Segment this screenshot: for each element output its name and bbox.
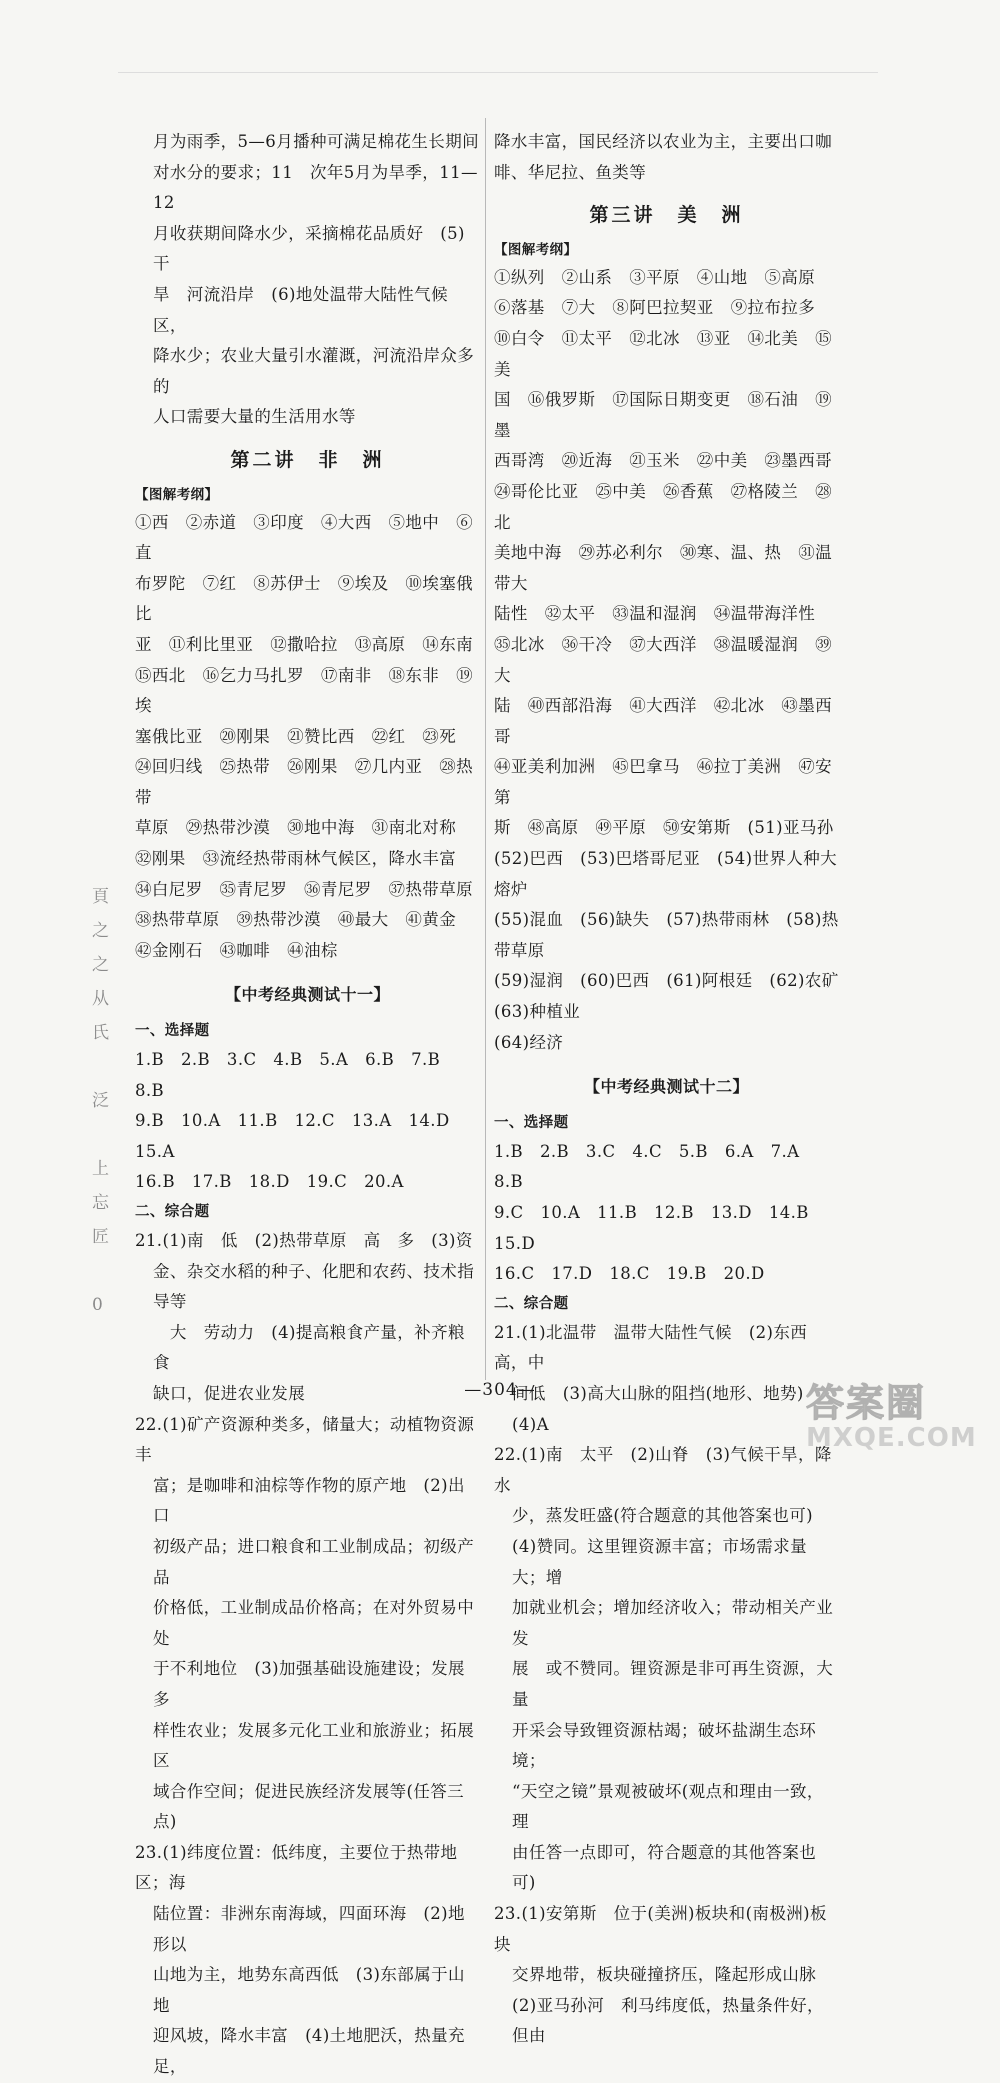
text-line: 23.(1)纬度位置：低纬度，主要位于热带地区；海 bbox=[135, 1842, 458, 1893]
text-line: 降水少；农业大量引水灌溉，河流沿岸众多的 bbox=[153, 346, 475, 396]
text-line: 21.(1)北温带 温带大陆性气候 (2)东西高，中 bbox=[494, 1322, 808, 1373]
site-watermark bbox=[806, 1372, 976, 1462]
text-line: 16.B 17.B 18.D 19.C 20.A bbox=[135, 1172, 404, 1192]
lecture-title-americas: 第三讲 美 洲 bbox=[589, 204, 744, 227]
text-line: 啡、华尼拉、鱼类等 bbox=[494, 162, 647, 182]
gutter-mark bbox=[92, 1050, 116, 1084]
text-line: 塞俄比亚 ⑳刚果 ㉑赞比西 ㉒红 ㉓死 bbox=[135, 726, 457, 746]
text-line: 美地中海 ㉙苏必利尔 ㉚寒、温、热 ㉛温带大 bbox=[494, 543, 832, 593]
gutter-mark: 上 bbox=[92, 1159, 109, 1179]
text-line: (2)亚马孙河 利马纬度低，热量条件好，但由 bbox=[512, 1995, 824, 2046]
text-line: 金、杂交水稻的种子、化肥和农药、技术指导等 bbox=[153, 1261, 475, 1312]
text-line: 草原 ㉙热带沙漠 ㉚地中海 ㉛南北对称 bbox=[135, 818, 457, 838]
text-line: 旱 河流沿岸 (6)地处温带大陆性气候区， bbox=[153, 284, 448, 335]
outline-tag: 【图解考纲】 bbox=[494, 241, 578, 258]
question-22 bbox=[135, 1410, 480, 1838]
text-line: 陆位置：非洲东南海域，四面环海 (2)地形以 bbox=[153, 1904, 465, 1954]
text-line: 开采会导致锂资源枯竭；破坏盐湖生态环境； bbox=[512, 1720, 817, 1771]
text-line: ㉔回归线 ㉕热带 ㉖刚果 ㉗几内亚 ㉘热带 bbox=[135, 757, 473, 807]
text-line: 陆性 ㉜太平 ㉝温和湿润 ㉞温带海洋性 bbox=[494, 604, 816, 624]
watermark-logo-text: 答案圈 bbox=[806, 1381, 927, 1425]
text-line: 对水分的要求；11 次年5月为旱季，11—12 bbox=[153, 162, 478, 213]
text-line: 21.(1)南 低 (2)热带草原 高 多 (3)资 bbox=[135, 1231, 473, 1250]
question-22 bbox=[494, 1440, 839, 1899]
text-line: ㉜刚果 ㉝流经热带雨林气候区，降水丰富 bbox=[135, 849, 457, 869]
section-comprehensive: 二、综合题 bbox=[494, 1295, 569, 1312]
text-line: 月为雨季，5—6月播种可满足棉花生长期间 bbox=[153, 132, 479, 151]
watermark-url: MXQE.COM bbox=[806, 1423, 977, 1453]
text-line: (59)湿润 (60)巴西 (61)阿根廷 (62)农矿 (63)种植业 bbox=[494, 971, 856, 1022]
continued-answer-text bbox=[135, 127, 480, 433]
section-comprehensive: 二、综合题 bbox=[135, 1204, 210, 1220]
text-line: ①西 ②赤道 ③印度 ④大西 ⑤地中 ⑥直 bbox=[135, 512, 473, 563]
text-line: (64)经济 bbox=[494, 1032, 564, 1052]
text-line: (4)赞同。这里锂资源丰富；市场需求量大；增 bbox=[512, 1536, 807, 1587]
text-line: 于不利地位 (3)加强基础设施建设；发展多 bbox=[153, 1659, 465, 1709]
text-line: ㊳热带草原 ㊴热带沙漠 ㊵最大 ㊶黄金 bbox=[135, 910, 457, 930]
gutter-mark: 泛 bbox=[92, 1091, 109, 1111]
text-line: 西哥湾 ⑳近海 ㉑玉米 ㉒中美 ㉓墨西哥 bbox=[494, 451, 832, 471]
gutter-mark bbox=[92, 1118, 116, 1152]
continued-answer-text bbox=[494, 127, 839, 188]
text-line: 迎风坡，降水丰富 (4)土地肥沃，热量充足， bbox=[153, 2026, 465, 2077]
test-title-11: 【中考经典测试十一】 bbox=[224, 985, 390, 1005]
choice-answers bbox=[135, 1045, 480, 1198]
text-line: ①纵列 ②山系 ③平原 ④山地 ⑤高原 bbox=[494, 267, 816, 287]
text-line: (52)巴西 (53)巴塔哥尼亚 (54)世界人种大熔炉 bbox=[494, 849, 838, 899]
text-line: 富；是咖啡和油棕等作物的原产地 (2)出口 bbox=[153, 1475, 465, 1526]
outline-tag: 【图解考纲】 bbox=[135, 486, 219, 503]
outline-answers bbox=[135, 508, 480, 967]
text-line: 初级产品；进口粮食和工业制成品；初级产品 bbox=[153, 1536, 475, 1587]
gutter-mark bbox=[92, 1254, 116, 1288]
text-line: (4)A bbox=[512, 1414, 549, 1434]
text-line: 9.C 10.A 11.B 12.B 13.D 14.B 15.D bbox=[494, 1203, 826, 1253]
text-line: ⑮西北 ⑯乞力马扎罗 ⑰南非 ⑱东非 ⑲埃 bbox=[135, 665, 473, 716]
text-line: 交界地带，板块碰撞挤压，隆起形成山脉 bbox=[512, 1965, 817, 1985]
gutter-mark: 頁 bbox=[92, 887, 109, 907]
text-line: ⑩白令 ⑪太平 ⑫北冰 ⑬亚 ⑭北美 ⑮美 bbox=[494, 328, 832, 379]
gutter-mark: 0 bbox=[92, 1295, 103, 1315]
section-choice: 一、选择题 bbox=[494, 1114, 569, 1131]
text-line: 由任答一点即可，符合题意的其他答案也可) bbox=[512, 1842, 817, 1893]
text-line: “天空之镜”景观被破坏(观点和理由一致，理 bbox=[512, 1781, 824, 1832]
text-line: 降水丰富，国民经济以农业为主，主要出口咖 bbox=[494, 132, 832, 151]
question-21 bbox=[494, 1318, 839, 1440]
question-23 bbox=[494, 1899, 839, 2052]
text-line: 人口需要大量的生活用水等 bbox=[153, 407, 356, 427]
text-line: 16.C 17.D 18.C 19.B 20.D bbox=[494, 1264, 765, 1284]
text-line: 国 ⑯俄罗斯 ⑰国际日期变更 ⑱石油 ⑲墨 bbox=[494, 390, 832, 440]
left-column bbox=[135, 127, 480, 2083]
text-line: (55)混血 (56)缺失 (57)热带雨林 (58)热带草原 bbox=[494, 910, 839, 960]
text-line: 展 或不赞同。锂资源是非可再生资源，大量 bbox=[512, 1659, 834, 1709]
text-line: ㊹亚美利加洲 ㊺巴拿马 ㊻拉丁美洲 ㊼安第 bbox=[494, 757, 832, 807]
text-line: 间低 (3)高大山脉的阻挡(地形、地势) bbox=[512, 1383, 804, 1403]
text-line: 22.(1)南 太平 (2)山脊 (3)气候干旱，降水 bbox=[494, 1445, 832, 1495]
text-line: 山地为主，地势东高西低 (3)东部属于山地 bbox=[153, 1965, 465, 2015]
text-line: 1.B 2.B 3.C 4.C 5.B 6.A 7.A 8.B bbox=[494, 1141, 817, 1192]
text-line: 加就业机会；增加经济收入；带动相关产业发 bbox=[512, 1598, 834, 1648]
gutter-mark: 忘 bbox=[92, 1193, 109, 1213]
text-line: 亚 ⑪利比里亚 ⑫撒哈拉 ⑬高原 ⑭东南 bbox=[135, 634, 473, 654]
section-choice: 一、选择题 bbox=[135, 1023, 210, 1040]
column-divider bbox=[485, 118, 486, 1380]
text-line: 陆 ㊵西部沿海 ㊶大西洋 ㊷北冰 ㊸墨西哥 bbox=[494, 696, 832, 746]
outline-answers bbox=[494, 263, 856, 1058]
gutter-mark: 之 bbox=[92, 955, 109, 975]
text-line: ㉞白尼罗 ㉟青尼罗 ㊱青尼罗 ㊲热带草原 bbox=[135, 879, 473, 899]
text-line: 缺口，促进农业发展 bbox=[153, 1383, 306, 1403]
text-line: 样性农业；发展多元化工业和旅游业；拓展区 bbox=[153, 1720, 475, 1771]
gutter-bleed-marks bbox=[92, 880, 116, 1322]
text-line: ㊷金刚石 ㊸咖啡 ㊹油棕 bbox=[135, 940, 338, 960]
gutter-mark: 从 bbox=[92, 989, 109, 1009]
text-line: 斯 ㊽高原 ㊾平原 ㊿安第斯 (51)亚马孙 bbox=[494, 818, 834, 838]
right-column bbox=[494, 127, 856, 2052]
text-line: 1.B 2.B 3.C 4.B 5.A 6.B 7.B 8.B bbox=[135, 1050, 458, 1100]
top-rule bbox=[118, 72, 878, 73]
text-line: ⑥落基 ⑦大 ⑧阿巴拉契亚 ⑨拉布拉多 bbox=[494, 298, 816, 318]
question-23 bbox=[135, 1838, 480, 2083]
text-line: 23.(1)安第斯 位于(美洲)板块和(南极洲)板块 bbox=[494, 1904, 827, 1954]
choice-answers bbox=[494, 1137, 839, 1290]
text-line: 22.(1)矿产资源种类多，储量大；动植物资源丰 bbox=[135, 1414, 475, 1465]
gutter-mark: 匠 bbox=[92, 1227, 109, 1247]
text-line: 布罗陀 ⑦红 ⑧苏伊士 ⑨埃及 ⑩埃塞俄比 bbox=[135, 573, 473, 624]
text-line: 大 劳动力 (4)提高粮食产量，补齐粮食 bbox=[153, 1322, 465, 1373]
text-line: 9.B 10.A 11.B 12.C 13.A 14.D 15.A bbox=[135, 1111, 467, 1161]
text-line: 月收获期间降水少，采摘棉花品质好 (5)干 bbox=[153, 223, 465, 274]
page-number: —304— bbox=[464, 1380, 536, 1400]
text-line: 域合作空间；促进民族经济发展等(任答三点) bbox=[153, 1781, 465, 1832]
text-line: 少，蒸发旺盛(符合题意的其他答案也可) bbox=[512, 1506, 813, 1526]
text-line: ㉟北冰 ㊱干冷 ㊲大西洋 ㊳温暖湿润 ㊴大 bbox=[494, 634, 832, 685]
lecture-title-africa: 第二讲 非 洲 bbox=[230, 448, 385, 471]
text-line: 价格低，工业制成品价格高；在对外贸易中处 bbox=[153, 1598, 475, 1648]
gutter-mark: 氏 bbox=[92, 1023, 109, 1043]
gutter-mark: 之 bbox=[92, 921, 109, 941]
text-line: ㉔哥伦比亚 ㉕中美 ㉖香蕉 ㉗格陵兰 ㉘北 bbox=[494, 481, 832, 532]
test-title-12: 【中考经典测试十二】 bbox=[583, 1077, 749, 1097]
